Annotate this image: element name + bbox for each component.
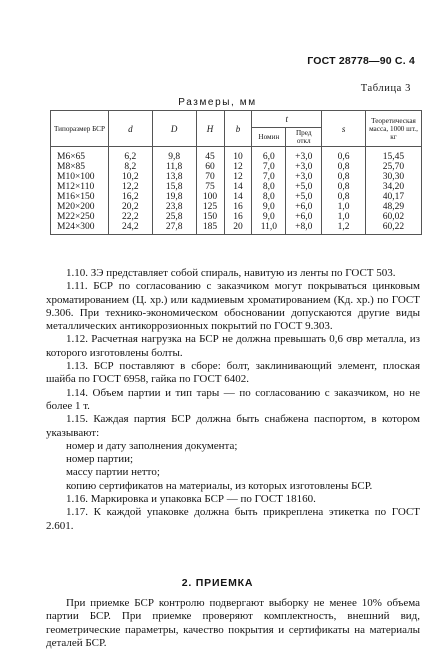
cell-H: 45 (196, 147, 224, 163)
header-H: H (196, 111, 224, 147)
cell-mass: 34,20 (365, 182, 421, 192)
table-row (51, 182, 422, 192)
cell-mass: 48,29 (365, 202, 421, 212)
cell-t-nominal: 9,0 (252, 212, 286, 222)
cell-d: 16,2 (108, 192, 152, 202)
cell-H: 150 (196, 212, 224, 222)
cell-t-deviation: +8,0 (286, 222, 322, 235)
cell-b: 16 (224, 212, 252, 222)
paragraph-1-13: 1.13. БСР поставляют в сборе: болт, заклинивающий элемент, плоская шайба по ГОСТ 6958, гайка по ГОСТ 6402. (46, 360, 420, 386)
cell-type: М8×85 (51, 162, 109, 172)
header-mass: Теоретическая масса, 1000 шт., кг (365, 111, 421, 147)
cell-s: 0,8 (322, 192, 366, 202)
paragraph-1-14: 1.14. Объем партии и тип тары — по согласованию с заказчиком, но не более 1 т. (46, 386, 420, 412)
cell-b: 14 (224, 192, 252, 202)
header-s: s (322, 111, 366, 147)
dimensions-table (50, 110, 422, 235)
cell-type: М24×300 (51, 222, 109, 235)
cell-H: 60 (196, 162, 224, 172)
header-D: D (152, 111, 196, 147)
table-row (51, 172, 422, 182)
cell-type: М12×110 (51, 182, 109, 192)
paragraph-1-15: 1.15. Каждая партия БСР должна быть снабжена паспортом, в котором указывают: (46, 413, 420, 439)
table-row (51, 162, 422, 172)
table-label: Таблица 3 (360, 83, 411, 94)
cell-H: 70 (196, 172, 224, 182)
cell-s: 0,8 (322, 182, 366, 192)
passport-item-mass: массу партии нетто; (66, 466, 160, 479)
cell-H: 100 (196, 192, 224, 202)
table-row (51, 222, 422, 235)
cell-s: 0,6 (322, 147, 366, 163)
cell-t-nominal: 8,0 (252, 182, 286, 192)
paragraph-1-10: 1.10. ЗЭ представляет собой спираль, навитую из ленты по ГОСТ 503. (66, 267, 396, 279)
cell-t-deviation: +5,0 (286, 182, 322, 192)
cell-b: 20 (224, 222, 252, 235)
cell-type: М6×65 (51, 147, 109, 163)
cell-D: 25,8 (152, 212, 196, 222)
cell-t-deviation: +3,0 (286, 172, 322, 182)
passport-item-date: номер и дату заполнения документа; (66, 439, 238, 452)
cell-D: 27,8 (152, 222, 196, 235)
cell-d: 12,2 (108, 182, 152, 192)
section-title: 2. ПРИЕМКА (181, 577, 254, 589)
cell-D: 15,8 (152, 182, 196, 192)
cell-d: 22,2 (108, 212, 152, 222)
cell-s: 1,0 (322, 202, 366, 212)
cell-d: 20,2 (108, 202, 152, 212)
cell-t-deviation: +6,0 (286, 202, 322, 212)
cell-t-deviation: +3,0 (286, 162, 322, 172)
cell-t-deviation: +6,0 (286, 212, 322, 222)
cell-mass: 40,17 (365, 192, 421, 202)
cell-mass: 60,22 (365, 222, 421, 235)
cell-t-nominal: 9,0 (252, 202, 286, 212)
cell-s: 0,8 (322, 162, 366, 172)
paragraph-1-11: 1.11. БСР по согласованию с заказчиком могут покрываться цинковым хроматированием (Ц. хр.) или кадмиевым хроматированием (Кд. хр.) по ГОСТ 9.306. При технико-экономическом обосновании допускаются другие виды металлических антикоррозионных покрытий по ГОСТ 9.303. (46, 280, 420, 333)
cell-d: 6,2 (108, 147, 152, 163)
cell-D: 19,8 (152, 192, 196, 202)
section-body (46, 597, 420, 650)
running-head: ГОСТ 28778—90 С. 4 (307, 55, 415, 67)
cell-d: 24,2 (108, 222, 152, 235)
header-type: Типоразмер БСР (51, 111, 109, 147)
table-caption: Размеры, мм (178, 97, 257, 108)
body-text (46, 267, 420, 533)
cell-type: М16×150 (51, 192, 109, 202)
cell-D: 11,8 (152, 162, 196, 172)
paragraph-1-12: 1.12. Расчетная нагрузка на БСР не должна превышать 0,6 σвр металла, из которого изготовлены болты. (46, 333, 420, 359)
cell-b: 10 (224, 147, 252, 163)
cell-type: М22×250 (51, 212, 109, 222)
header-b: b (224, 111, 252, 147)
cell-H: 185 (196, 222, 224, 235)
cell-b: 16 (224, 202, 252, 212)
cell-D: 23,8 (152, 202, 196, 212)
cell-t-deviation: +3,0 (286, 147, 322, 163)
cell-b: 14 (224, 182, 252, 192)
passport-item-number: номер партии; (66, 453, 134, 466)
cell-mass: 30,30 (365, 172, 421, 182)
cell-d: 10,2 (108, 172, 152, 182)
table-row (51, 147, 422, 163)
table-row (51, 192, 422, 202)
cell-D: 9,8 (152, 147, 196, 163)
cell-t-nominal: 7,0 (252, 172, 286, 182)
cell-s: 1,0 (322, 212, 366, 222)
cell-mass: 25,70 (365, 162, 421, 172)
cell-type: М10×100 (51, 172, 109, 182)
cell-b: 12 (224, 162, 252, 172)
header-d: d (108, 111, 152, 147)
cell-t-nominal: 8,0 (252, 192, 286, 202)
cell-d: 8,2 (108, 162, 152, 172)
paragraph-1-17: 1.17. К каждой упаковке должна быть прикреплена этикетка по ГОСТ 2.601. (46, 506, 420, 532)
header-t-deviation: Пред откл (286, 128, 322, 147)
cell-t-nominal: 7,0 (252, 162, 286, 172)
cell-H: 125 (196, 202, 224, 212)
paragraph-acceptance: При приемке БСР контролю подвергают выборку не менее 10% объема партии БСР. При приемке проверяют комплектность, внешний вид, геометрические параметры, качество покрытия и сертификаты на материалы деталей БСР. (46, 597, 420, 649)
cell-mass: 15,45 (365, 147, 421, 163)
cell-mass: 60,02 (365, 212, 421, 222)
cell-type: М20×200 (51, 202, 109, 212)
cell-t-nominal: 11,0 (252, 222, 286, 235)
cell-t-deviation: +5,0 (286, 192, 322, 202)
cell-H: 75 (196, 182, 224, 192)
paragraph-1-16: 1.16. Маркировка и упаковка БСР — по ГОСТ 18160. (66, 493, 316, 506)
cell-D: 13,8 (152, 172, 196, 182)
cell-s: 0,8 (322, 172, 366, 182)
table-row (51, 212, 422, 222)
cell-s: 1,2 (322, 222, 366, 235)
header-t: t (252, 111, 322, 128)
table-row (51, 202, 422, 212)
passport-item-certificates: копию сертификатов на материалы, из которых изготовлены БСР. (66, 479, 373, 492)
header-t-nominal: Номин (252, 128, 286, 147)
cell-b: 12 (224, 172, 252, 182)
cell-t-nominal: 6,0 (252, 147, 286, 163)
